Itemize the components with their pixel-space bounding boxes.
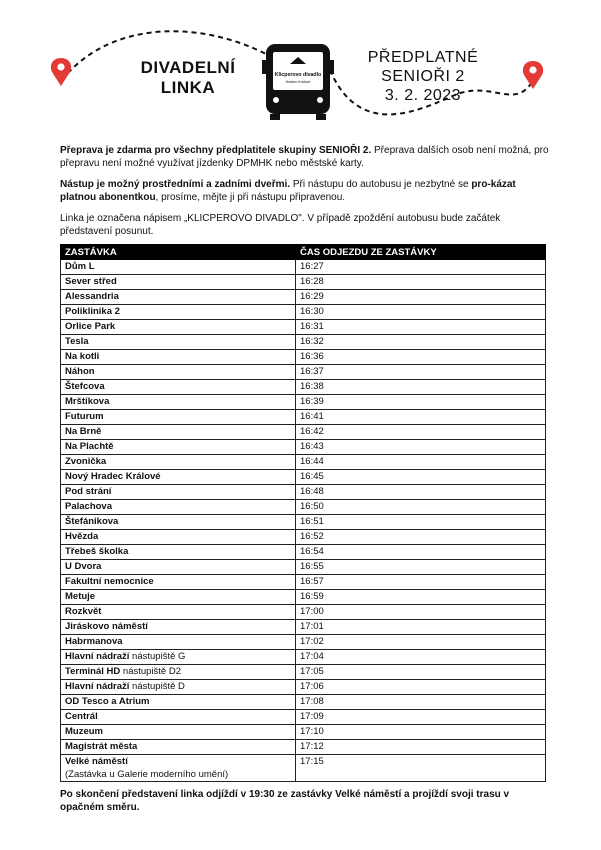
stop-name: Náhon — [65, 366, 95, 377]
departure-time: 17:15 — [296, 755, 546, 782]
stop-name-cell — [61, 290, 296, 305]
intro-p2-mid: Při nástupu do autobusu je nezbytné se — [290, 179, 472, 190]
table-row — [61, 590, 546, 605]
stop-name: Muzeum — [65, 726, 103, 737]
departure-time: 17:04 — [296, 650, 546, 665]
table-row — [61, 365, 546, 380]
stop-name: Jiráskovo náměstí — [65, 621, 148, 632]
table-row — [61, 500, 546, 515]
departure-time: 16:29 — [296, 290, 546, 305]
stop-name-cell — [61, 545, 296, 560]
departure-time: 17:02 — [296, 635, 546, 650]
table-row — [61, 485, 546, 500]
platform-label: nástupiště G — [129, 651, 186, 662]
stop-name: Habrmanova — [65, 636, 123, 647]
departure-time: 16:44 — [296, 455, 546, 470]
stop-name: Pod strání — [65, 486, 112, 497]
stop-name: OD Tesco a Atrium — [65, 696, 150, 707]
departure-time: 17:08 — [296, 695, 546, 710]
subscription-title-1: PŘEDPLATNÉ — [367, 49, 479, 66]
event-date: 3. 2. 2023 — [384, 87, 462, 104]
stop-name-cell — [61, 485, 296, 500]
line-title-1: DIVADELNÍ — [140, 58, 236, 77]
table-row — [61, 350, 546, 365]
departure-time: 17:12 — [296, 740, 546, 755]
intro-p2-bold2: pro-kázat platnou abonentkou — [60, 179, 516, 203]
table-row — [61, 515, 546, 530]
table-row — [61, 275, 546, 290]
stop-name: Na kotli — [65, 351, 100, 362]
table-row — [61, 260, 546, 275]
departure-time: 16:38 — [296, 380, 546, 395]
table-row — [61, 425, 546, 440]
stop-note: (Zastávka u Galerie moderního umění) — [65, 769, 229, 780]
intro-p2-bold: Nástup je možný prostředními a zadními dveřmi. — [60, 179, 291, 190]
table-row — [61, 395, 546, 410]
stop-name-cell — [61, 440, 296, 455]
header-illustration — [0, 0, 601, 140]
table-row — [61, 410, 546, 425]
departure-time: 16:51 — [296, 515, 546, 530]
stop-name-cell — [61, 665, 296, 680]
table-row — [61, 380, 546, 395]
stop-name-cell — [61, 455, 296, 470]
stop-name: U Dvora — [65, 561, 102, 572]
stop-name: Orlice Park — [65, 321, 116, 332]
stop-name-cell — [61, 710, 296, 725]
departure-time: 16:45 — [296, 470, 546, 485]
table-row — [61, 650, 546, 665]
stop-name: Dům L — [65, 261, 95, 272]
subscription-title — [358, 48, 488, 105]
stop-name-cell — [61, 755, 296, 782]
departure-time: 16:54 — [296, 545, 546, 560]
table-row — [61, 605, 546, 620]
intro-paragraph-1 — [60, 144, 550, 170]
stop-name-cell — [61, 395, 296, 410]
intro-p1-bold: Přeprava je zdarma pro všechny předplatitele skupiny SENIOŘI 2. — [60, 145, 372, 156]
stop-name-cell — [61, 365, 296, 380]
table-row — [61, 455, 546, 470]
table-row — [61, 290, 546, 305]
stop-name: Centrál — [65, 711, 98, 722]
table-row — [61, 755, 546, 782]
stop-name-cell — [61, 740, 296, 755]
stop-name: Na Plachtě — [65, 441, 114, 452]
table-row — [61, 470, 546, 485]
departure-time: 17:10 — [296, 725, 546, 740]
column-header-stop: ZASTÁVKA — [61, 245, 296, 260]
departure-time: 16:50 — [296, 500, 546, 515]
subscription-title-2: SENIOŘI 2 — [381, 68, 465, 85]
table-row — [61, 620, 546, 635]
stop-name-cell — [61, 335, 296, 350]
stop-name-cell — [61, 725, 296, 740]
stop-name-cell — [61, 350, 296, 365]
departure-time: 16:55 — [296, 560, 546, 575]
stop-name: Terminál HD — [65, 666, 121, 677]
stop-name-cell — [61, 650, 296, 665]
table-row — [61, 725, 546, 740]
intro-text — [60, 144, 550, 246]
line-title — [128, 58, 248, 98]
stop-name: Futurum — [65, 411, 104, 422]
stop-name-cell — [61, 260, 296, 275]
stop-name: Štefcova — [65, 381, 105, 392]
departure-time: 16:30 — [296, 305, 546, 320]
stop-name-cell — [61, 425, 296, 440]
stop-name: Hlavní nádraží — [65, 651, 130, 662]
departure-time: 17:00 — [296, 605, 546, 620]
stop-name-cell — [61, 305, 296, 320]
intro-p1-rest: Přeprava dalších osob není možná, pro přepravu není možné využívat jízdenky DPMHK nebo městské karty. — [60, 145, 549, 169]
departure-time: 16:57 — [296, 575, 546, 590]
stop-name-cell — [61, 470, 296, 485]
stop-name: Na Brně — [65, 426, 102, 437]
timetable-header-row — [61, 245, 546, 260]
departure-time: 16:59 — [296, 590, 546, 605]
stop-name-cell — [61, 680, 296, 695]
stop-name: Štefánikova — [65, 516, 119, 527]
departure-time: 16:48 — [296, 485, 546, 500]
stop-name: Mrštíkova — [65, 396, 110, 407]
table-row — [61, 560, 546, 575]
stop-name-cell — [61, 515, 296, 530]
stop-name-cell — [61, 605, 296, 620]
stop-name-cell — [61, 530, 296, 545]
table-row — [61, 695, 546, 710]
departure-time: 16:27 — [296, 260, 546, 275]
departure-time: 16:37 — [296, 365, 546, 380]
stop-name-cell — [61, 320, 296, 335]
table-row — [61, 320, 546, 335]
stop-name: Poliklinika 2 — [65, 306, 120, 317]
table-row — [61, 680, 546, 695]
bus-sign-line2: Hradec Králové — [285, 80, 311, 84]
line-title-2: LINKA — [160, 78, 216, 97]
stop-name: Fakultní nemocnice — [65, 576, 154, 587]
bus-icon — [262, 44, 334, 120]
stop-name-cell — [61, 380, 296, 395]
stop-name: Metuje — [65, 591, 96, 602]
stop-name-cell — [61, 695, 296, 710]
platform-label: nástupiště D2 — [120, 666, 181, 677]
departure-time: 17:05 — [296, 665, 546, 680]
footer-note: Po skončení představení linka odjíždí v 19:30 ze zastávky Velké náměstí a projíždí svoji trasu v opačném směru. — [60, 789, 510, 813]
departure-time: 16:42 — [296, 425, 546, 440]
timetable — [60, 244, 546, 782]
table-row — [61, 545, 546, 560]
stop-name: Alessandria — [65, 291, 119, 302]
intro-paragraph-3: Linka je označena nápisem „KLICPEROVO DIVADLO". V případě zpoždění autobusu bude začátek představení posunut. — [60, 213, 501, 237]
table-row — [61, 710, 546, 725]
stop-name: Sever střed — [65, 276, 117, 287]
table-row — [61, 530, 546, 545]
departure-time: 16:43 — [296, 440, 546, 455]
departure-time: 17:01 — [296, 620, 546, 635]
table-row — [61, 440, 546, 455]
stop-name-cell — [61, 500, 296, 515]
departure-time: 17:06 — [296, 680, 546, 695]
column-header-time: ČAS ODJEZDU ZE ZASTÁVKY — [296, 245, 546, 260]
departure-time: 16:52 — [296, 530, 546, 545]
stop-name-cell — [61, 275, 296, 290]
intro-p2-end: , prosíme, mějte ji při nástupu připravenou. — [155, 192, 346, 203]
stop-name-cell — [61, 410, 296, 425]
stop-name: Rozkvět — [65, 606, 102, 617]
table-row — [61, 305, 546, 320]
departure-time: 16:36 — [296, 350, 546, 365]
bus-sign-line1: Klicperovo divadlo — [274, 72, 322, 78]
table-row — [61, 665, 546, 680]
map-pin-icon — [523, 61, 543, 89]
stop-name-cell — [61, 620, 296, 635]
table-row — [61, 740, 546, 755]
stop-name: Zvonička — [65, 456, 107, 467]
stop-name: Třebeš školka — [65, 546, 129, 557]
stop-name: Hvězda — [65, 531, 99, 542]
stop-name: Magistrát města — [65, 741, 138, 752]
departure-time: 16:41 — [296, 410, 546, 425]
stop-name-cell — [61, 575, 296, 590]
stop-name: Velké náměstí — [65, 756, 128, 767]
stop-name: Hlavní nádraží — [65, 681, 130, 692]
departure-time: 16:39 — [296, 395, 546, 410]
table-row — [61, 335, 546, 350]
stop-name: Tesla — [65, 336, 89, 347]
departure-time: 16:28 — [296, 275, 546, 290]
table-row — [61, 635, 546, 650]
intro-paragraph-2 — [60, 178, 550, 204]
table-row — [61, 575, 546, 590]
departure-time: 16:31 — [296, 320, 546, 335]
stop-name-cell — [61, 590, 296, 605]
stop-name-cell — [61, 635, 296, 650]
stop-name: Nový Hradec Králové — [65, 471, 161, 482]
platform-label: nástupiště D — [129, 681, 185, 692]
map-pin-icon — [51, 58, 71, 86]
stop-name: Palachova — [65, 501, 112, 512]
departure-time: 16:32 — [296, 335, 546, 350]
stop-name-cell — [61, 560, 296, 575]
departure-time: 17:09 — [296, 710, 546, 725]
